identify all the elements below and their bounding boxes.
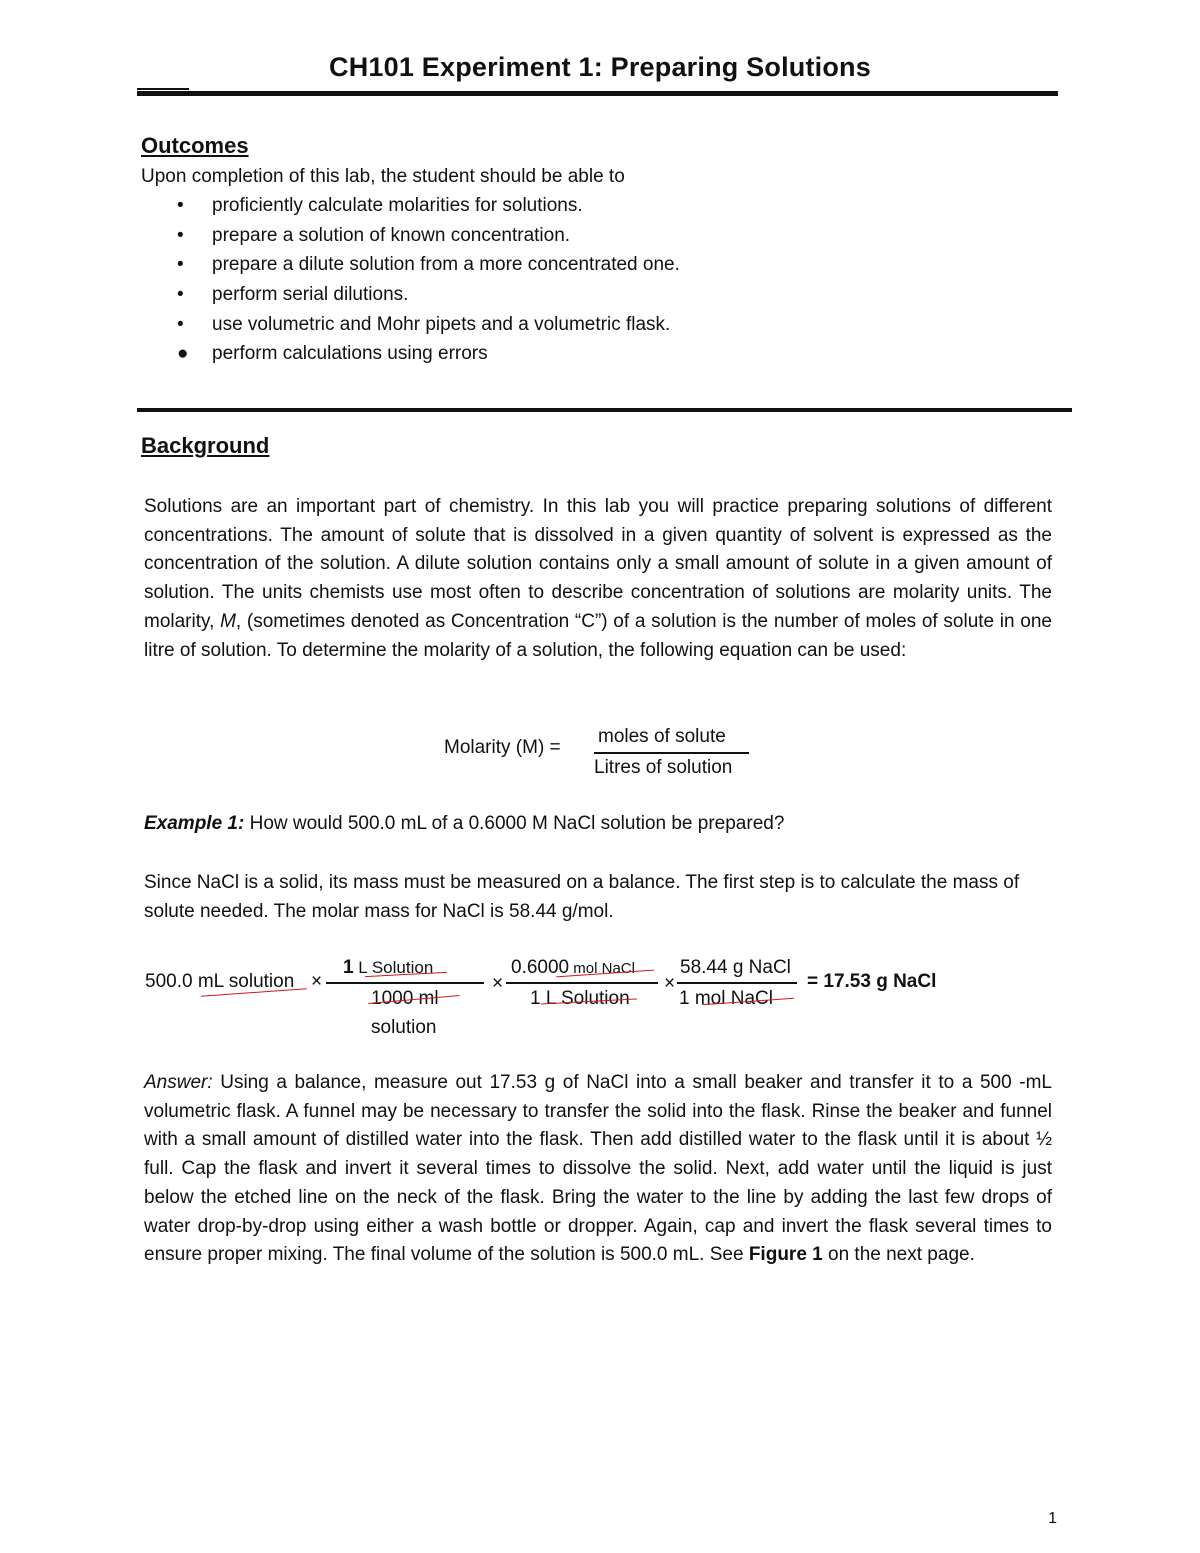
answer-label: Answer: [144,1072,213,1093]
list-item: • perform serial dilutions. [142,280,680,310]
outcomes-heading: Outcomes [141,133,249,158]
bullet-icon: • [177,313,184,335]
example-step: Since NaCl is a solid, its mass must be measured on a balance. The first step is to calculate the mass of solute needed. The molar mass for NaCl is 58.44 g/mol. [144,872,1020,922]
list-item: • prepare a dilute solution from a more concentrated one. [142,250,680,280]
bullet-icon: • [177,195,184,216]
bullet-icon: ● [177,343,189,365]
fraction1-bar [326,982,484,984]
molarity-symbol: M [220,610,236,632]
times-symbol: × [492,973,504,994]
fraction2-denominator: 1 L Solution [530,988,630,1009]
fraction2-bar [506,982,658,984]
page-title: CH101 Experiment 1: Preparing Solutions [329,52,871,82]
answer-paragraph: Answer: Using a balance, measure out 17.53 g of NaCl into a small beaker and transfer it to a 500 -mL volumetric flask. A funnel may be necessary to transfer the solid into the flask. Rinse the beaker and funnel with a small amount of distilled water into the flask. Then add distilled water to the flask until it is about ½ full. Cap the flask and invert it several times to dissolve the solid. Next, add water until the liquid is just below the etched line on the neck of the flask. Bring the water to the line by adding the last few drops of water drop-by-drop using either a wash bottle or dropper. Again, cap and invert the flask several times to ensure proper mixing. The final volume of the solution is 500.0 mL. See Figure 1 on the next page. [144,1072,1052,1266]
fraction3-bar [677,982,797,984]
background-paragraph: Solutions are an important part of chemistry. In this lab you will practice preparing solutions of different concentrations. The amount of solute that is dissolved in a given quantity of solvent is expressed as the concentration of the solution. A dilute solution contains only a small amount of solute in a given amount of solution. The units chemists use most often to describe concentration of solutions are molarity units. The molarity, M, (sometimes denoted as Concentration “C”) of a solution is the number of moles of solute in one litre of solution. To determine the molarity of a solution, the following equation can be used: [144,496,1052,661]
bullet-icon: • [177,284,184,306]
conversion-result: = 17.53 g NaCl [807,971,937,992]
list-item: ● perform calculations using errors [142,339,680,369]
list-item: • proficiently calculate molarities for solutions. [142,191,680,221]
conversion-start: 500.0 mL solution [145,971,295,992]
list-item: • use volumetric and Mohr pipets and a volumetric flask. [142,310,680,340]
fraction3-denominator: 1 mol NaCl [679,988,773,1009]
bullet-icon: • [177,224,184,246]
molarity-numerator: moles of solute [598,726,726,747]
times-symbol: × [311,971,323,992]
figure-reference: Figure 1 [748,1244,823,1266]
list-item: • prepare a solution of known concentration. [142,221,680,251]
molarity-denominator: Litres of solution [594,757,733,778]
fraction3-numerator: 58.44 g NaCl [680,957,791,978]
example-label: Example 1: [144,813,245,834]
fraction1-numerator: 1 L Solution [343,957,434,978]
bullet-icon: • [177,254,184,276]
background-heading: Background [141,433,270,458]
outcomes-intro: Upon completion of this lab, the student should be able to [141,166,625,187]
fraction2-numerator: 0.6000 mol NaCl [511,957,635,978]
page-number: 1 [1048,1510,1057,1527]
fraction1-denominator-b: solution [371,1017,437,1038]
fraction1-denominator-a: 1000 ml [371,988,439,1009]
molarity-lhs: Molarity (M) = [444,737,561,758]
times-symbol: × [664,973,676,994]
example-question: Example 1: How would 500.0 mL of a 0.6000 M NaCl solution be prepared? [144,813,785,834]
